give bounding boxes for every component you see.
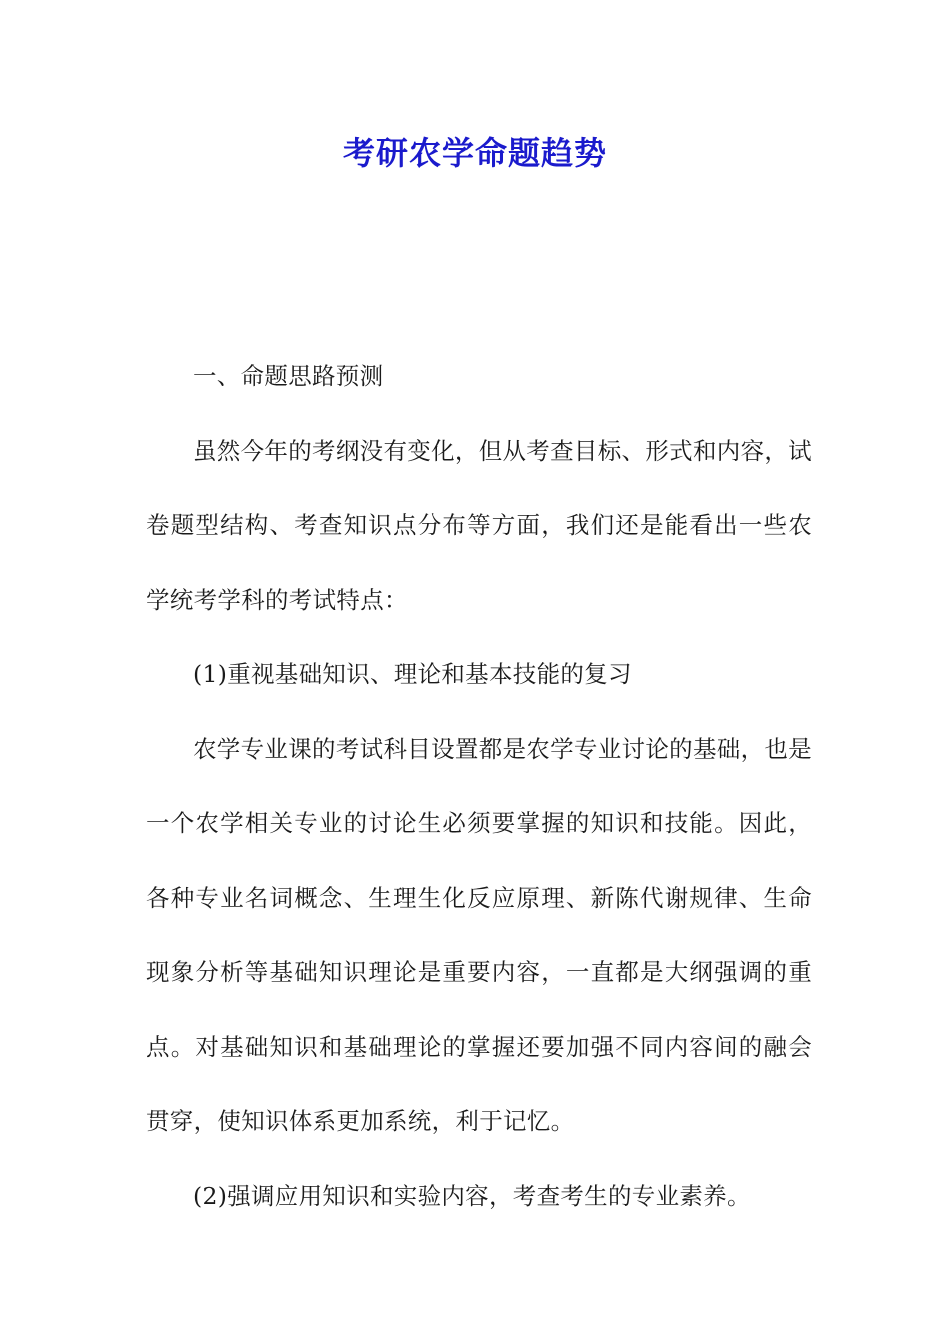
paragraph: 虽然今年的考纲没有变化，但从考查目标、形式和内容，试卷题型结构、考查知识点分布等方面，我们还是能看出一些农学统考学科的考试特点： (146, 436, 812, 614)
document-body (146, 339, 812, 1233)
subsection-heading: (2)强调应用知识和实验内容，考查考生的专业素养。 (193, 1181, 751, 1210)
section-heading: 一、命题思路预测 (193, 362, 384, 390)
paragraph: 农学专业课的考试科目设置都是农学专业讨论的基础，也是一个农学相关专业的讨论生必须要掌握的知识和技能。因此，各种专业名词概念、生理生化反应原理、新陈代谢规律、生命现象分析等基础知识理论是重要内容，一直都是大纲强调的重点。对基础知识和基础理论的掌握还要加强不同内容间的融会贯穿，使知识体系更加系统，利于记忆。 (146, 734, 812, 1135)
subsection-heading: (1)重视基础知识、理论和基本技能的复习 (193, 660, 632, 688)
document-title: 考研农学命题趋势 (342, 134, 607, 172)
